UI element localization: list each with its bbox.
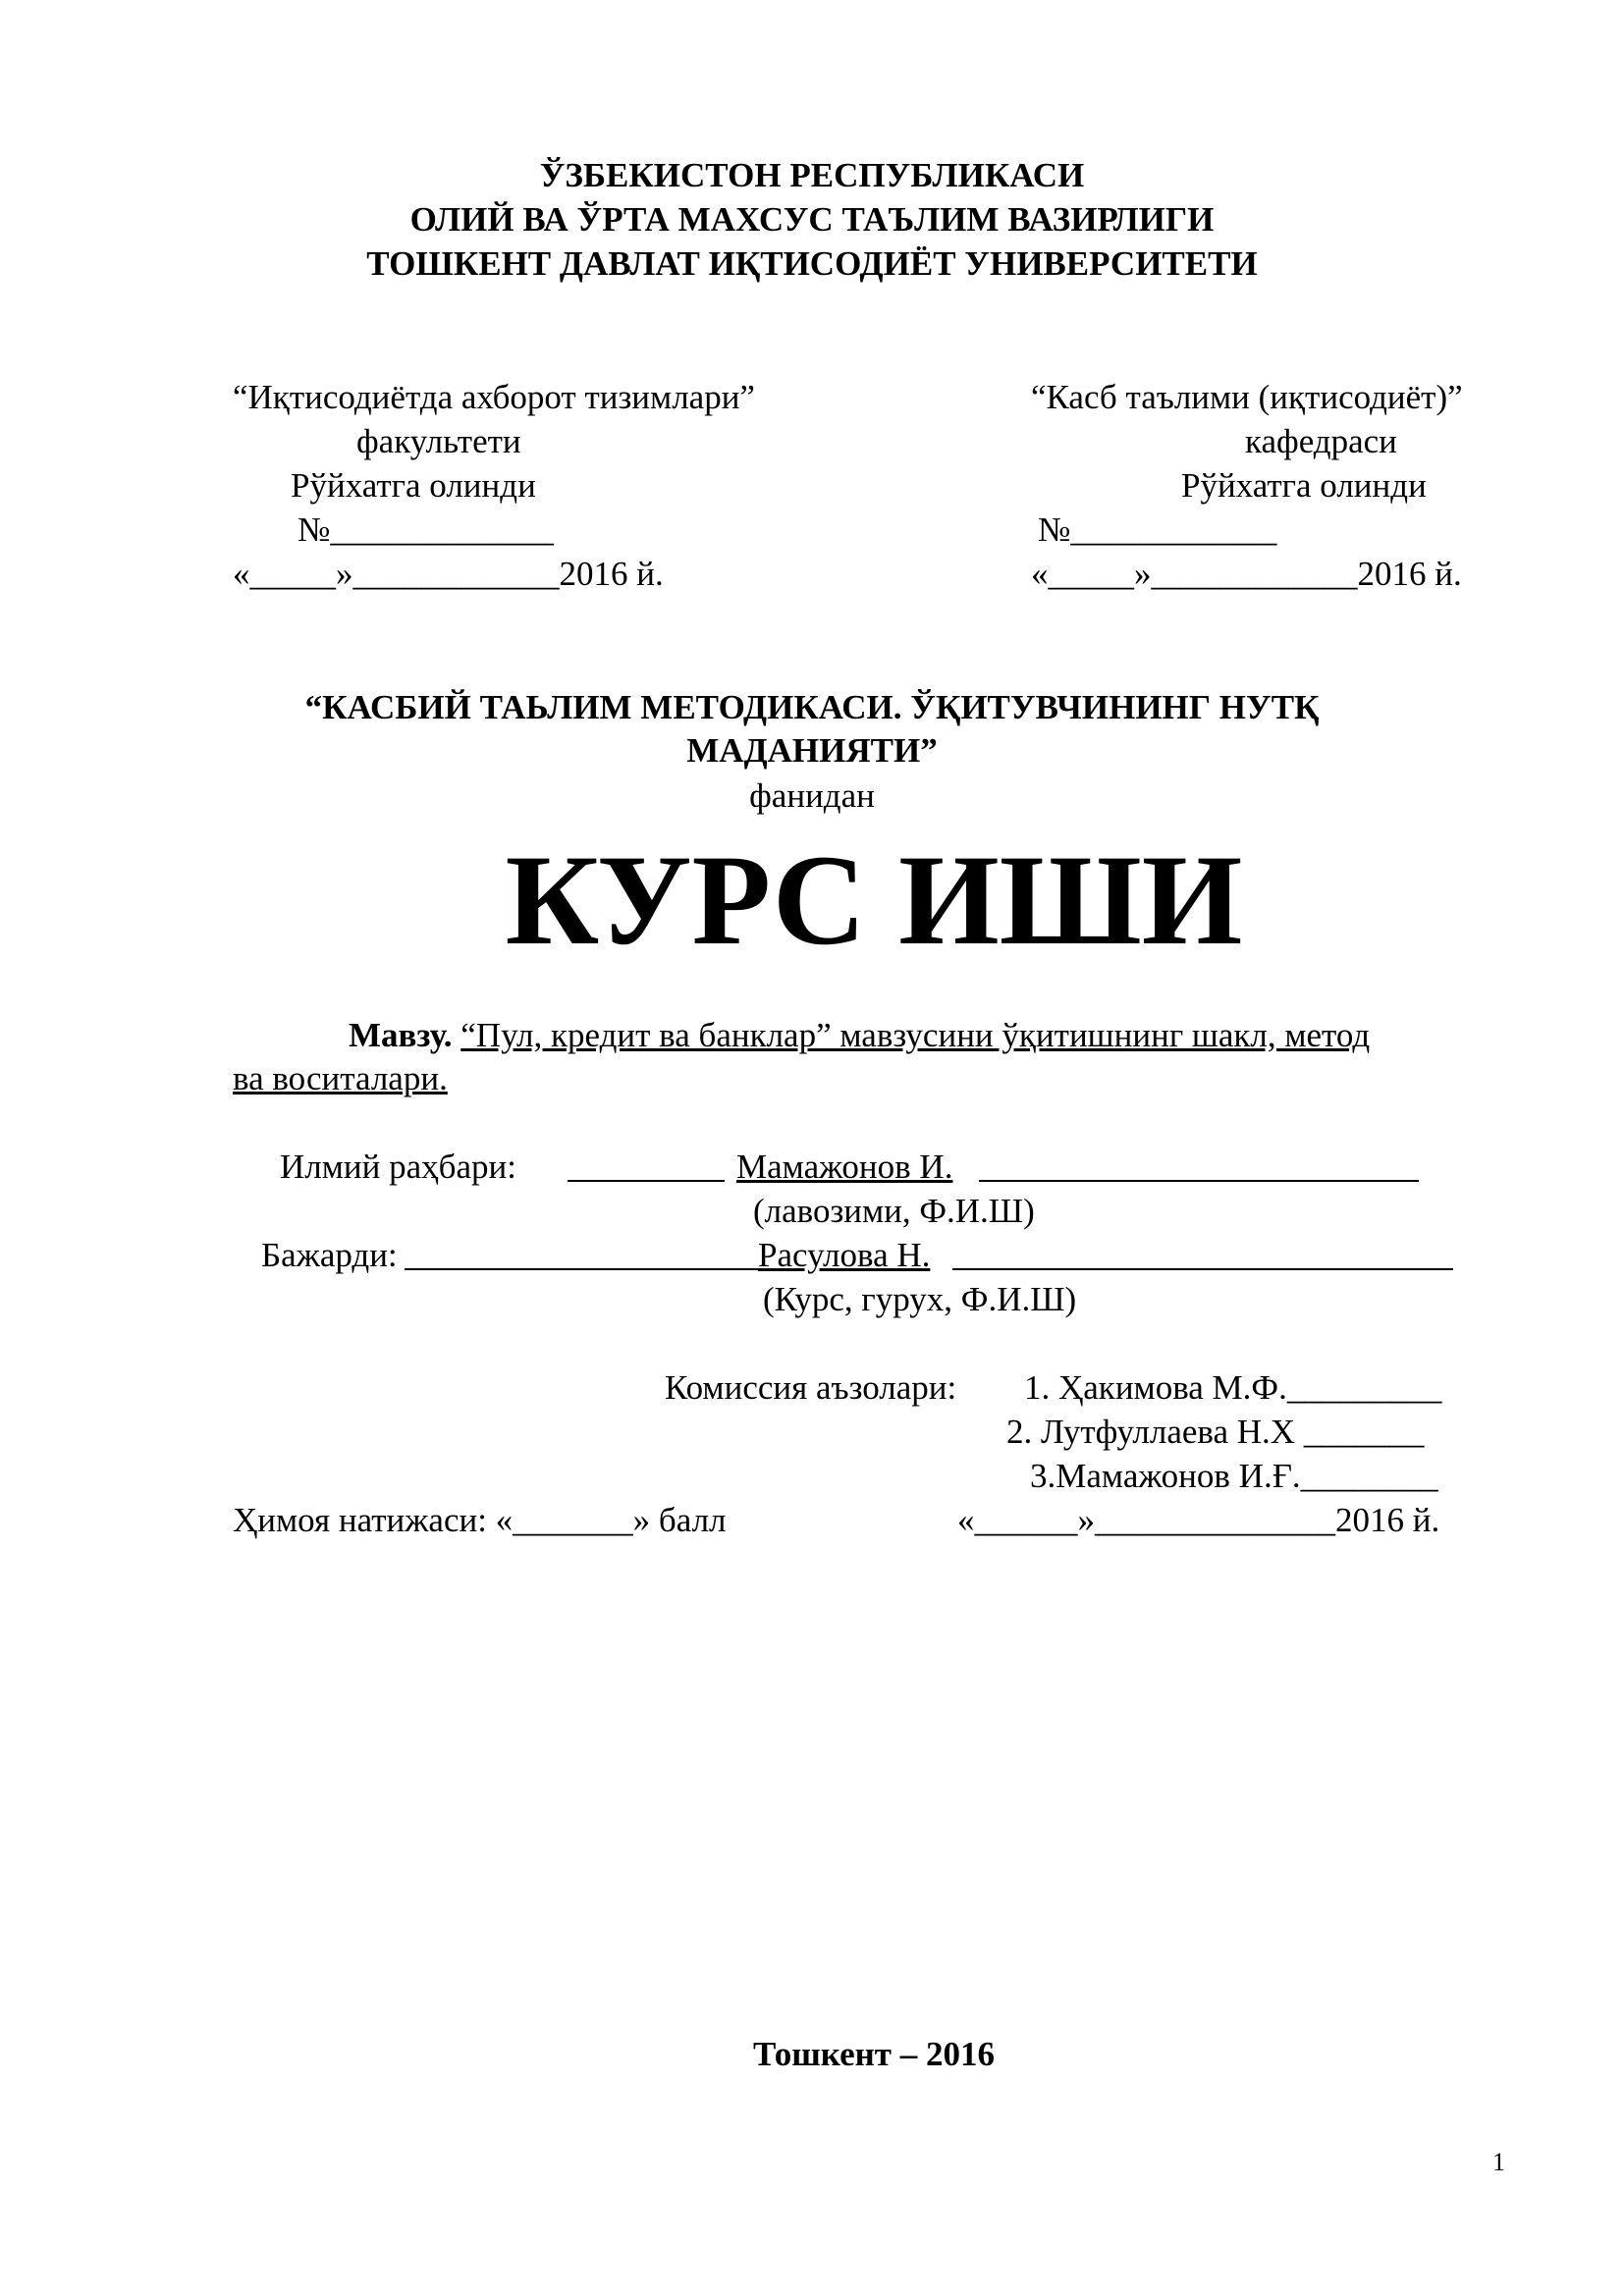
topic-row <box>349 1015 1370 1056</box>
commission-label: Комиссия аъзолари: <box>665 1368 957 1407</box>
defense-date: «______»______________2016 й. <box>957 1501 1440 1539</box>
defense-result: Ҳимоя натижаси: «_______» балл <box>233 1501 727 1539</box>
department-date-field: «_____»____________2016 й. <box>1031 555 1462 593</box>
ministry-header-line-3: ТОШКЕНТ ДАВЛАТ ИҚТИСОДИЁТ УНИВЕРСИТЕТИ <box>366 244 1258 283</box>
subject-line-2: МАДАНИЯТИ” <box>686 731 938 770</box>
document-title: КУРС ИШИ <box>505 828 1243 972</box>
faculty-name: “Иқтисодиётда ахборот тизимлари” <box>233 378 755 416</box>
department-number-field: №____________ <box>1038 510 1277 549</box>
faculty-date-field: «_____»____________2016 й. <box>233 555 664 593</box>
city-year: Тошкент – 2016 <box>752 2035 995 2073</box>
faculty-number-field: №_____________ <box>298 510 554 549</box>
supervisor-name: Мамажонов И. <box>736 1148 953 1186</box>
topic-text-line-1: “Пул, кредит ва банклар” мавзусини ўқитишнинг шакл, метод <box>460 1016 1371 1054</box>
subject-suffix: фанидан <box>749 776 875 815</box>
commission-member-3: 3.Мамажонов И.Ғ.________ <box>1030 1457 1438 1495</box>
student-blank-line <box>405 1268 758 1270</box>
ministry-header-line-1: ЎЗБЕКИСТОН РЕСПУБЛИКАСИ <box>539 156 1085 194</box>
ministry-header-line-2: ОЛИЙ ВА ЎРТА МАХСУС ТАЪЛИМ ВАЗИРЛИГИ <box>409 200 1215 239</box>
student-caption: (Курс, гурух, Ф.И.Ш) <box>763 1280 1077 1318</box>
supervisor-blank-line <box>568 1180 725 1182</box>
subject-line-1: “КАСБИЙ ТАЬЛИМ МЕТОДИКАСИ. ЎҚИТУВЧИНИНГ НУТҚ <box>304 688 1320 726</box>
department-registered: Рўйхатга олинди <box>1181 466 1427 505</box>
student-label: Бажарди: <box>261 1236 398 1274</box>
topic-text-line-2: ва воситалари. <box>233 1059 448 1097</box>
commission-member-1: 1. Ҳакимова М.Ф._________ <box>1024 1368 1442 1407</box>
supervisor-label: Илмий раҳбари: <box>280 1148 516 1186</box>
student-trailing-line <box>952 1268 1453 1270</box>
page-number: 1 <box>1492 2148 1505 2176</box>
topic-label: Мавзу. <box>349 1016 453 1054</box>
commission-member-2: 2. Лутфуллаева Н.Х _______ <box>1006 1413 1425 1451</box>
supervisor-caption: (лавозими, Ф.И.Ш) <box>753 1192 1035 1230</box>
department-name: “Касб таълими (иқтисодиёт)” <box>1031 378 1463 416</box>
faculty-registered: Рўйхатга олинди <box>291 466 536 505</box>
supervisor-trailing-line <box>979 1180 1419 1182</box>
faculty-label: факультети <box>356 422 521 460</box>
student-name: Расулова Н. <box>758 1236 931 1274</box>
department-label: кафедраси <box>1245 422 1397 460</box>
